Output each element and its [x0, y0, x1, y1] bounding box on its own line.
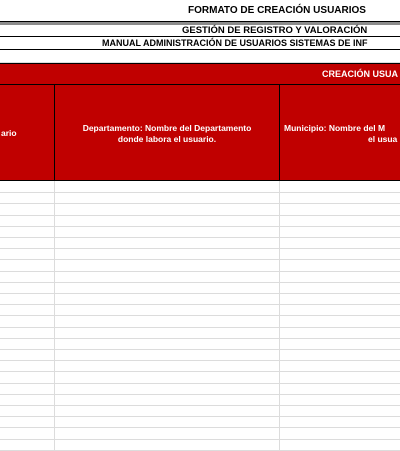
column-header-municipality-line1: Municipio: Nombre del M: [284, 123, 386, 133]
grid-row-line: [0, 439, 400, 440]
data-grid[interactable]: [0, 181, 400, 450]
grid-row-line: [0, 215, 400, 216]
grid-row-line: [0, 405, 400, 406]
grid-row-line: [0, 192, 400, 193]
grid-row-line: [0, 338, 400, 339]
grid-row-line: [0, 248, 400, 249]
grid-row-line: [0, 349, 400, 350]
section-banner: [0, 63, 400, 85]
grid-row-line: [0, 394, 400, 395]
grid-row-line: [0, 237, 400, 238]
grid-row-line: [0, 416, 400, 417]
grid-row-line: [0, 282, 400, 283]
column-header-department-line2: donde labora el usuario.: [117, 134, 217, 144]
form-subtitle: GESTIÓN DE REGISTRO Y VALORACIÓN: [182, 25, 368, 36]
grid-row-line: [0, 226, 400, 227]
grid-row-line: [0, 315, 400, 316]
column-header-department[interactable]: [54, 84, 280, 181]
title-row: [0, 0, 400, 22]
grid-row-line: [0, 427, 400, 428]
column-header-municipality[interactable]: [279, 84, 400, 181]
subtitle-row: [0, 25, 400, 37]
grid-row-line: [0, 304, 400, 305]
grid-row-line: [0, 383, 400, 384]
grid-row-line: [0, 327, 400, 328]
spacer-row: [0, 50, 400, 63]
grid-row-line: [0, 271, 400, 272]
grid-column-line: [279, 181, 280, 450]
grid-row-line: [0, 293, 400, 294]
manual-title: MANUAL ADMINISTRACIÓN DE USUARIOS SISTEMAS DE INF: [102, 38, 368, 48]
column-header-department-line1: Departamento: Nombre del Departamento: [82, 123, 252, 133]
grid-row-line: [0, 259, 400, 260]
grid-row-line: [0, 203, 400, 204]
column-header-user-label: ario: [1, 128, 17, 138]
grid-row-line: [0, 371, 400, 372]
grid-row-line: [0, 360, 400, 361]
section-title: CREACIÓN USUA: [322, 69, 399, 79]
grid-column-line: [54, 181, 55, 450]
manual-row: [0, 37, 400, 50]
form-title: FORMATO DE CREACIÓN USUARIOS: [188, 5, 366, 16]
column-header-user[interactable]: [0, 84, 55, 181]
column-header-municipality-line2: el usua: [368, 134, 398, 144]
